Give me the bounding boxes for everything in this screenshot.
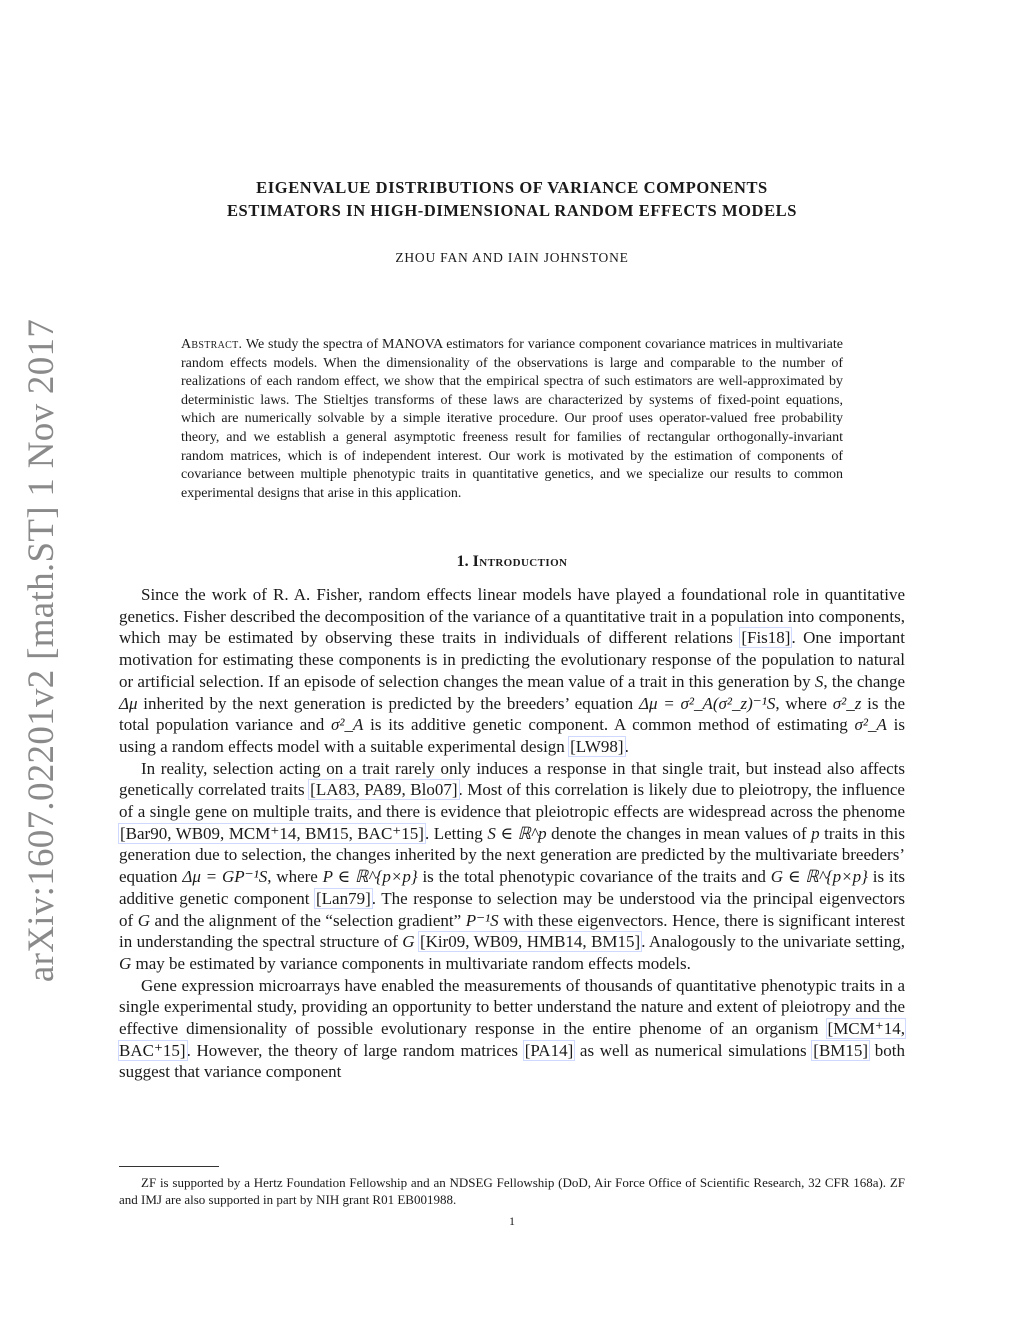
citation-link[interactable]: [BM15] xyxy=(813,1040,869,1060)
abstract xyxy=(181,336,843,503)
math-inline: Δμ xyxy=(119,693,138,713)
title-line-2: ESTIMATORS IN HIGH-DIMENSIONAL RANDOM EFFECTS MODELS xyxy=(226,201,798,220)
math-inline: G xyxy=(119,953,132,973)
math-inline: Δμ = σ²_A(σ²_z)⁻¹S xyxy=(638,693,776,713)
paragraph-3: Gene expression microarrays have enabled the measurements of thousands of quantitative phenotypic traits in a single experimental study, providing an opportunity to better understand the nature and extent of pleiotropy and the effective dimensionality of possible evolutionary response in the entire phenome of an organism [MCM⁺14, BAC⁺15]. However, the theory of large random matrices [PA14] as well as numerical simulations [BM15] both suggest that variance component xyxy=(119,975,905,1082)
math-inline: P⁻¹S xyxy=(465,910,499,930)
abstract-text: We study the spectra of MANOVA estimators for variance component covariance matrices in multivariate random effects models. When the dimensionality of the observations is large and comparable to the number of realizations of each random effect, we show that the empirical spectra of such estimators are well-approximated by deterministic laws. The Stieltjes transforms of these laws are characterized by systems of fixed-point equations, which are numerically solvable by a simple iterative procedure. Our proof uses operator-valued free probability theory, and we establish a general asymptotic freeness result for families of rectangular orthogonally-invariant random matrices, which is of independent interest. Our work is motivated by the estimation of components of covariance between multiple phenotypic traits in quantitative genetics, and we specialize our results to common experimental designs that arise in this application. xyxy=(181,337,843,501)
authors: ZHOU FAN AND IAIN JOHNSTONE xyxy=(395,250,629,265)
footnote-divider xyxy=(119,1166,219,1167)
math-inline: G ∈ ℝ^{p×p} xyxy=(770,867,868,887)
citation-link[interactable]: [LA83, PA89, Blo07] xyxy=(310,780,458,800)
math-inline: σ²_A xyxy=(854,715,887,735)
math-inline: p xyxy=(811,823,820,843)
paragraph-1: Since the work of R. A. Fisher, random effects linear models have played a foundational role in quantitative genetics. Fisher described the decomposition of the variance of a quantitative trait in a population into components, which may be estimated by observing these traits in individuals of different relations [Fis18]. One important motivation for estimating these components is in predicting the evolutionary response of the population to natural or artificial selection. If an episode of selection changes the mean value of a trait in this generation by S, the change Δμ inherited by the next generation is predicted by the breeders’ equation Δμ = σ²_A(σ²_z)⁻¹S, where σ²_z is the total population variance and σ²_A is its additive genetic component. A common method of estimating σ²_A is using a random effects model with a suitable experimental design [LW98]. xyxy=(119,585,906,756)
body-text xyxy=(119,584,905,1083)
citation-link[interactable]: [Fis18] xyxy=(741,628,791,648)
arxiv-side-identifier xyxy=(21,318,63,982)
title-line-1: EIGENVALUE DISTRIBUTIONS OF VARIANCE COMPONENTS xyxy=(256,178,768,197)
math-inline: Δμ = GP⁻¹S xyxy=(182,867,268,887)
page-number: 1 xyxy=(509,1214,515,1228)
citation-link[interactable]: [LW98] xyxy=(570,736,624,756)
math-inline: G xyxy=(402,932,415,952)
arxiv-id-text: arXiv:1607.02201v2 [math.ST] 1 Nov 2017 xyxy=(21,318,63,982)
citation-link[interactable]: [Bar90, WB09, MCM⁺14, BM15, BAC⁺15] xyxy=(120,823,424,843)
math-inline: G xyxy=(137,910,150,930)
paragraph-2: In reality, selection acting on a trait rarely only induces a response in that single trait, but instead also affects genetically correlated traits [LA83, PA89, Blo07]. Most of this correlation is likely due to pleiotropy, the influence of a single gene on multiple traits, and there is evidence that pleiotropic effects are widespread across the phenome [Bar90, WB09, MCM⁺14, BM15, BAC⁺15]. Letting S ∈ ℝ^p denote the changes in mean values of p traits in this generation due to selection, the changes inherited by the next generation are predicted by the multivariate breeders’ equation Δμ = GP⁻¹S, where P ∈ ℝ^{p×p} is the total phenotypic covariance of the traits and G ∈ ℝ^{p×p} is its additive genetic component [Lan79]. The response to selection may be understood via the principal eigenvectors of G and the alignment of the “selection gradient” P⁻¹S with these eigenvectors. Hence, there is significant interest in understanding the spectral structure of G [Kir09, WB09, HMB14, BM15]. Analogously to the univariate setting, G may be estimated by variance components in multivariate random effects models. xyxy=(119,758,905,973)
math-inline: S xyxy=(814,671,824,691)
citation-link[interactable]: [Kir09, WB09, HMB14, BM15] xyxy=(419,932,641,952)
section-heading xyxy=(119,553,905,571)
abstract-label: Abstract. xyxy=(181,337,243,352)
math-inline: σ²_A xyxy=(331,715,364,735)
section-number: 1. xyxy=(456,553,469,570)
math-inline: S ∈ ℝ^p xyxy=(487,823,547,843)
citation-link[interactable]: [MCM⁺14, BAC⁺15] xyxy=(119,1019,905,1060)
math-inline: P ∈ ℝ^{p×p} xyxy=(322,867,418,887)
footnote: ZF is supported by a Hertz Foundation Fellowship and an NDSEG Fellowship (DoD, Air Force Office of Scientific Research, 32 CFR 168a). ZF and IMJ are also supported in part by NIH grant R01 EB001988. xyxy=(119,1175,905,1207)
paper-title xyxy=(119,176,905,222)
citation-link[interactable]: [PA14] xyxy=(524,1040,574,1060)
section-title: Introduction xyxy=(472,553,568,570)
math-inline: σ²_z xyxy=(832,693,862,713)
citation-link[interactable]: [Lan79] xyxy=(316,888,371,908)
